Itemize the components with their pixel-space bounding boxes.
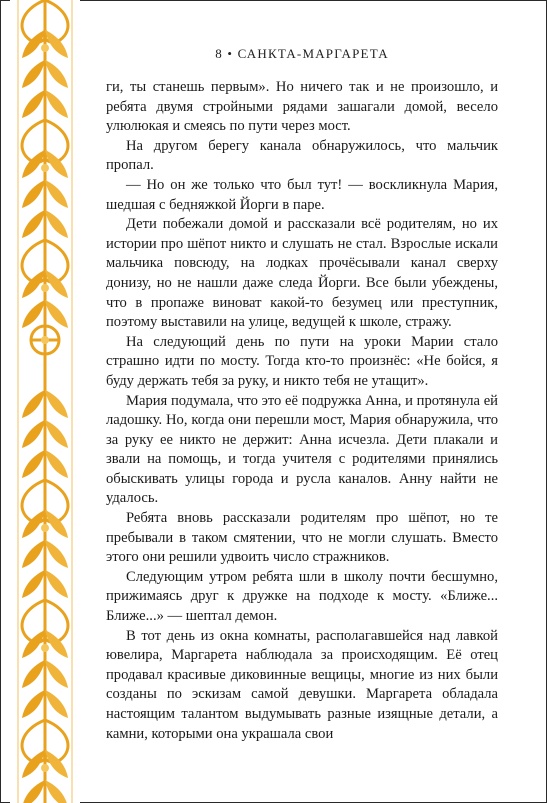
- running-header: [106, 46, 498, 62]
- paragraph: Следующим утром ребята шли в школу почти бесшумно, прижимаясь друг к дружке на подходе к мосту. «Ближе... Ближе...» — шептал демон.: [106, 568, 498, 625]
- book-title: САНКТА-МАРГАРЕТА: [237, 46, 389, 61]
- paragraph: Мария подумала, что это её подружка Анна, и протянула ей ладошку. Но, когда они перешли мост, Мария обнаружила, что за руку ее никто не держит: Анна исчезла. Дети плакали и звали на помощь, и тогда учителя с родителями принялись обыскивать улицы города и русла каналов. Анну найти не удалось.: [106, 392, 498, 507]
- page-number: 8: [215, 46, 223, 61]
- paragraph: На другом берегу канала обнаружилось, что мальчик пропал.: [106, 137, 498, 174]
- paragraph: В тот день из окна комнаты, располагавшейся над лавкой ювелира, Маргарета наблюдала за происходящим. Её отец продавал красивые диковинные вещицы, многие из них были созданы по эскизам самой девушки. Маргарета обладала настоящим талантом выдумывать разные изящные детали, а камни, которыми она украшала свои: [106, 627, 498, 742]
- center-medallion: [31, 326, 59, 354]
- paragraph: ги, ты станешь первым». Но ничего так и не произошло, и ребята двумя стройными рядами зашагали домой, весело улюлюкая и смеясь по пути через мост.: [106, 79, 498, 135]
- paragraph: — Но он же только что был тут! — воскликнула Мария, шедшая с бедняжкой Йорги в паре.: [106, 176, 498, 213]
- paragraph: На следующий день по пути на уроки Марии стало страшно идти по мосту. Тогда кто-то произнёс: «Не бойся, я буду держать тебя за руку, и никто тебя не утащит».: [106, 333, 498, 389]
- paragraph: Дети побежали домой и рассказали всё родителям, но их истории про шёпот никто и слушать не стал. Взрослые искали мальчика повсюду, на лодках прочёсывали канал сверху донизу, но не нашли даже следа Йорги. Все были убеждены, что в пропаже виноват какой-то безумец или преступник, поэтому выставили на улице, ведущей к школе, стражу.: [106, 216, 498, 331]
- header-separator: •: [227, 46, 234, 61]
- paragraph: Ребята вновь рассказали родителям про шёпот, но те пребывали в таком смятении, что не могли слушать. Вместо этого они решили удвоить число стражников.: [106, 510, 498, 566]
- body-text: [106, 78, 498, 744]
- floral-border-ornament: [10, 0, 80, 803]
